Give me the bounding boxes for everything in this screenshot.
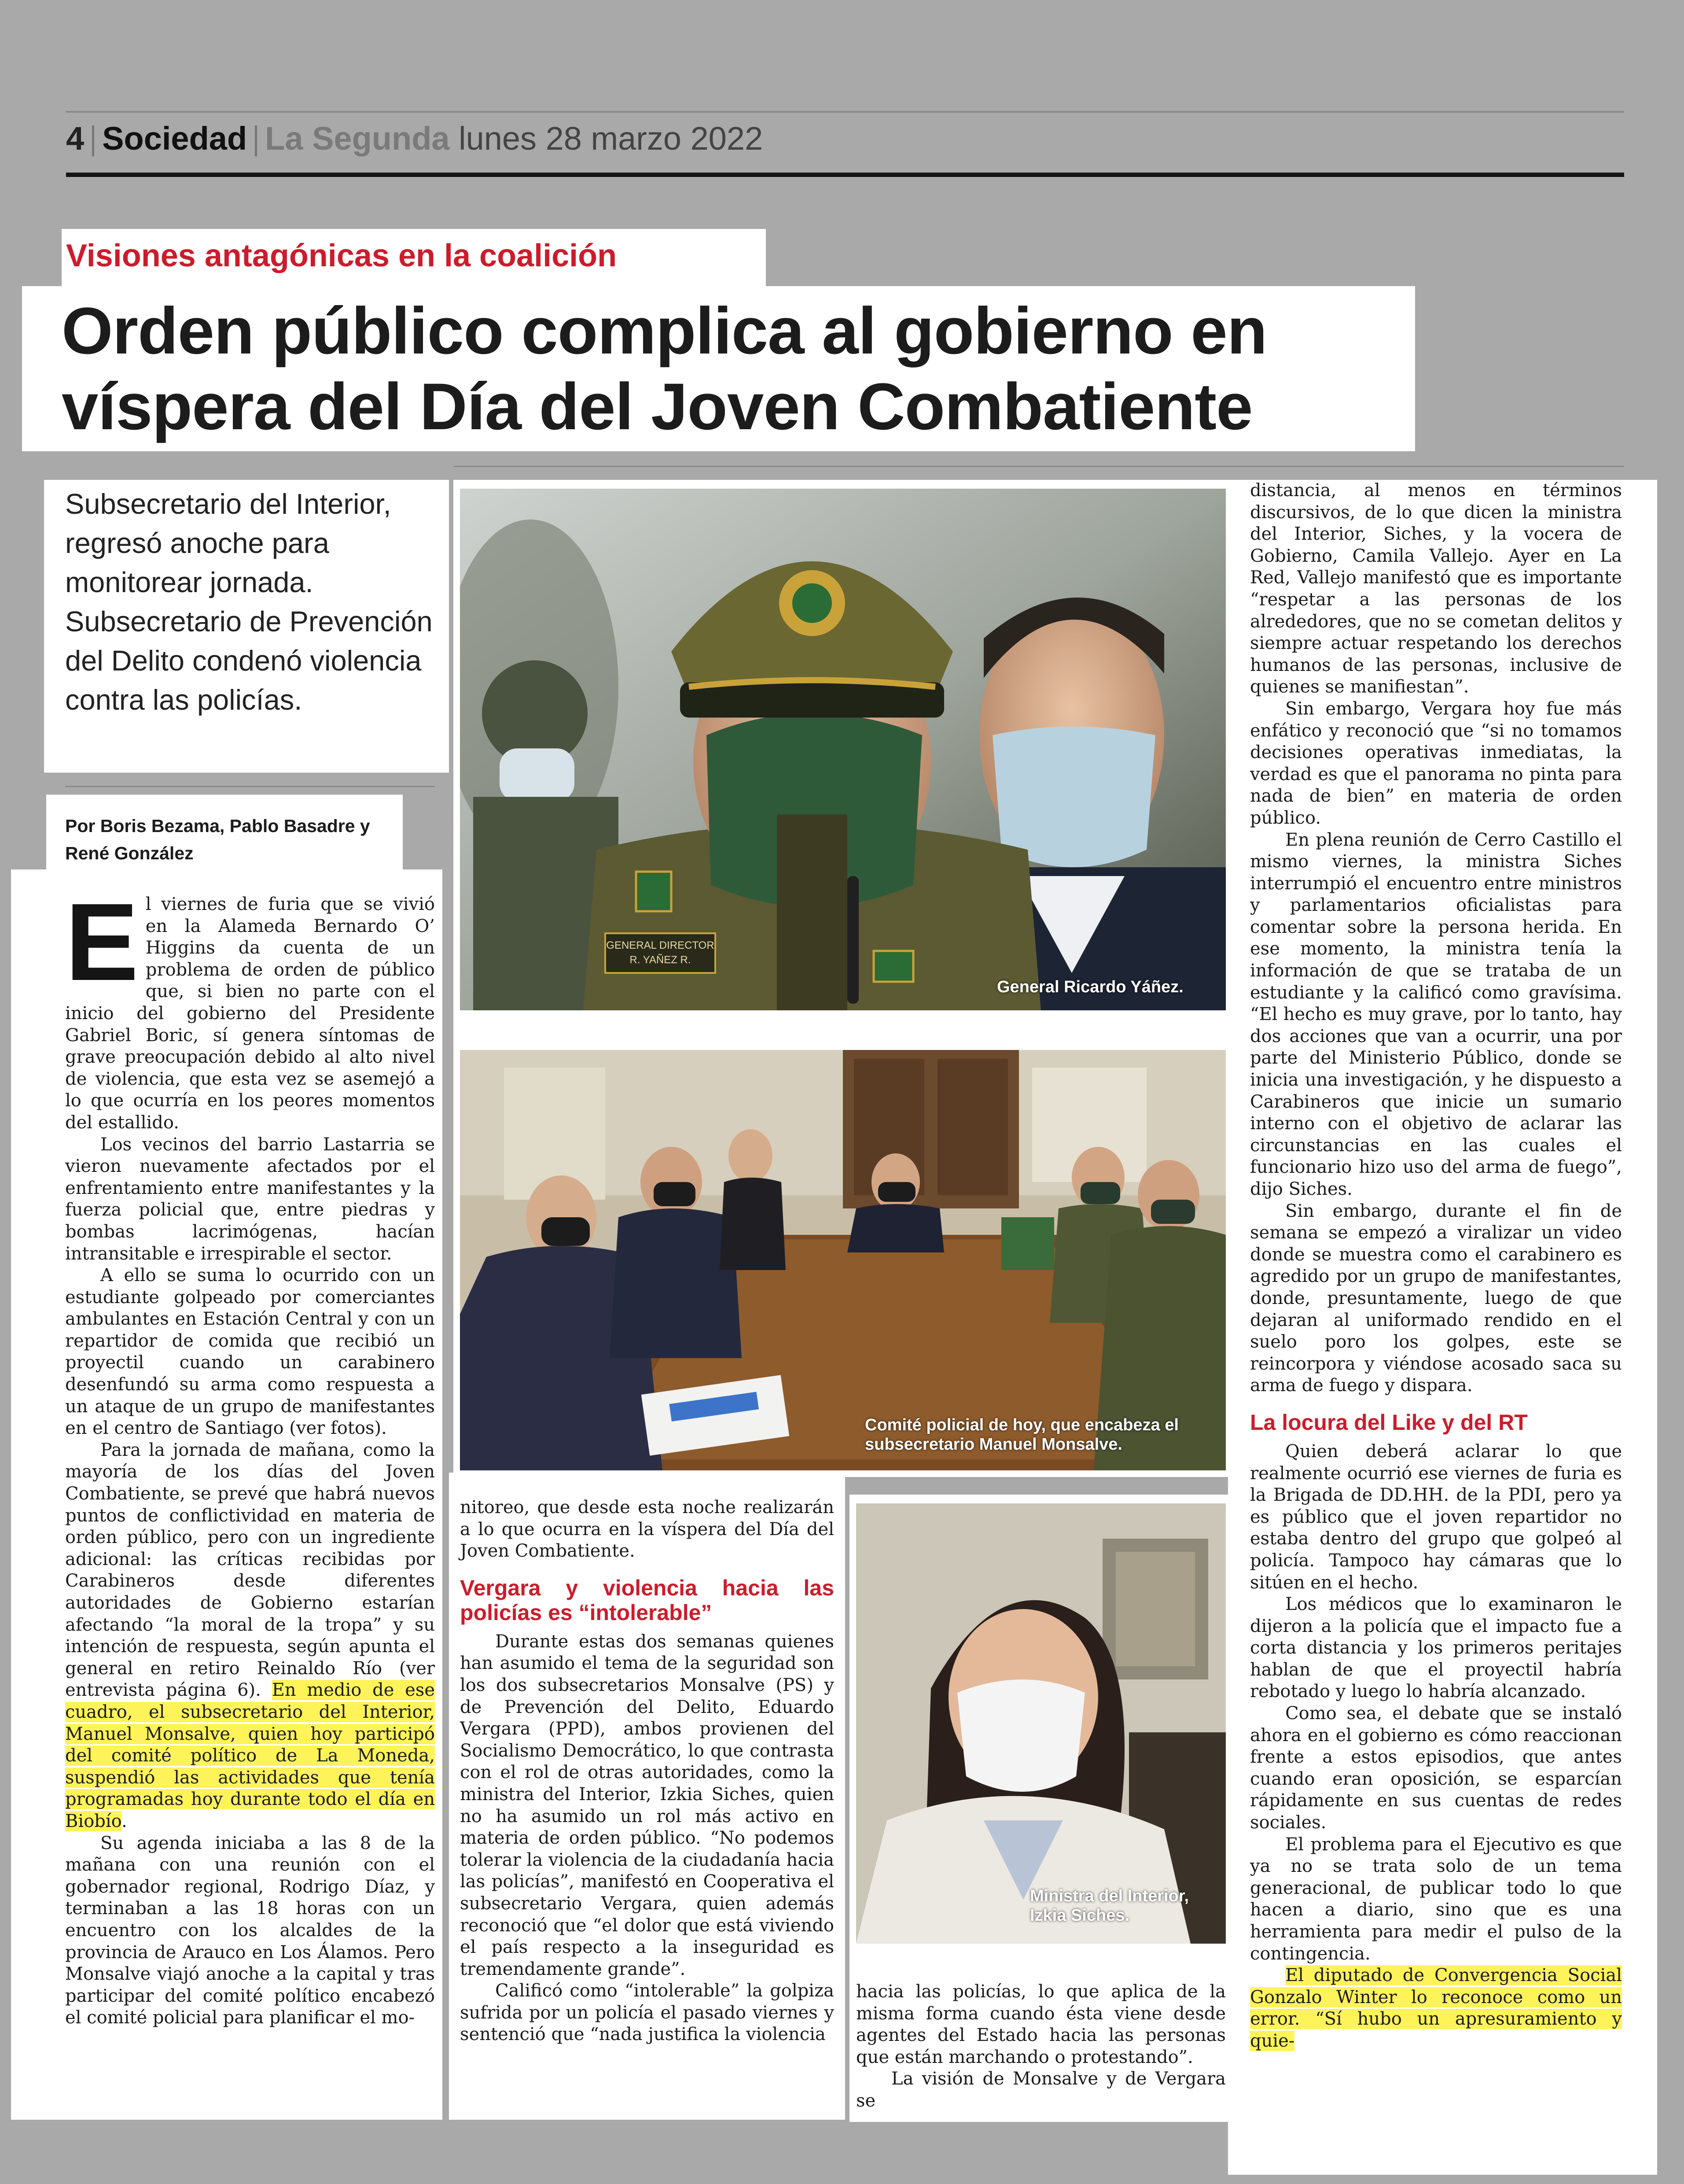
paragraph bbox=[1250, 1965, 1622, 2052]
photo-3-caption-line-1: Ministra del Interior, bbox=[1030, 1887, 1189, 1905]
byline-line-2: René González bbox=[65, 843, 194, 863]
paragraph: Calificó como “intolerable” la golpiza sufrida por un policía el pasado viernes y sentenció que “nada justifica la violencia bbox=[460, 1981, 834, 2045]
article-column-4 bbox=[1250, 480, 1622, 2052]
photo-2-caption bbox=[865, 1415, 1217, 1454]
paragraph: Durante estas dos semanas quienes han asumido el tema de la seguridad son los dos subsecretarios Monsalve (PS) y de Prevención del Delito, Eduardo Vergara (PPD), ambos provienen del Socialismo Democrático, lo que contrasta con el rol de otras autoridades, como la ministra del Interior, Izkia Siches, quien no ha asumido un rol más activo en materia de orden público. “No podemos tolerar la violencia de la ciudadanía hacia las policías”, manifestó en Cooperativa el subsecretario Vergara, quien además reconoció que “el dolor que está viviendo el país respecto a la inseguridad es tremendamente grande”. bbox=[460, 1631, 834, 1979]
deck-bottom-rule bbox=[65, 786, 435, 787]
drop-cap: E bbox=[65, 880, 139, 1003]
paragraph: Su agenda iniciaba a las 8 de la mañana con una reunión con el gobernador regional, Rodrigo Díaz, y terminaban a las 18 horas con un encuentro con los alcaldes de la provincia de Arauco en Los Álamos. Pero Monsalve viajó anoche a la capital y tras participar del comité político encabezó el comité policial para planificar el mo- bbox=[65, 1833, 435, 2028]
byline bbox=[65, 812, 400, 867]
section-name: Sociedad bbox=[102, 120, 247, 157]
paragraph: Los médicos que lo examinaron le dijeron a la policía que el impacto fue a corta distancia y los primeros peritajes hablan de que el proyectil habría rebotado y luego lo habría alcanzado. bbox=[1250, 1594, 1622, 1702]
article-column-2 bbox=[460, 1497, 834, 2046]
paragraph: En plena reunión de Cerro Castillo el mismo viernes, la ministra Siches interrumpió el encuentro entre ministros y parlamentarios oficialistas para comentar sobre la persona herida. En ese momento, la ministra tenía la información de que se trataba de un estudiante y la calificó como gravísima. “El hecho es muy grave, por lo tanto, hay dos acciones que van a ocurrir, una por parte del Ministerio Público, donde se inicia una investigación, y he dispuesto a Carabineros que inicie un sumario interno con el objetivo de aclarar las circunstancias en las cuales el funcionario hizo uso del arma de fuego”, dijo Siches. bbox=[1250, 829, 1622, 1199]
paragraph-text: l viernes de furia que se vivió en la Alameda Bernardo O’ Higgins da cuenta de un problema de orden de público que, si bien no parte con el inicio del gobierno del Presidente Gabriel Boric, sí genera síntomas de grave preocupación debido al alto nivel de violencia, que esta vez se asemejó a lo que ocurría en los peores momentos del estallido. bbox=[65, 894, 435, 1133]
photo-1-caption: General Ricardo Yáñez. bbox=[997, 978, 1184, 996]
byline-line-1: Por Boris Bezama, Pablo Basadre y bbox=[65, 816, 370, 836]
paragraph: A ello se suma lo ocurrido con un estudiante golpeado por comerciantes ambulantes en Estación Central y con un repartidor de comida que recibió un proyectil cuando un carabinero desenfundó su arma como respuesta a un ataque de un grupo de manifestantes en el centro de Santiago (ver fotos). bbox=[65, 1265, 435, 1439]
photo-2-caption-line-1: Comité policial de hoy, que encabeza el bbox=[865, 1416, 1179, 1434]
photo-izkia-siches-image bbox=[856, 1503, 1226, 1944]
insignia-name: R. YAÑEZ R. bbox=[629, 954, 691, 966]
deck: Subsecretario del Interior, regresó anoche para monitorear jornada. Subsecretario de Prevención del Delito condenó violencia contra las policías. bbox=[65, 488, 433, 716]
page-number: 4 bbox=[66, 120, 85, 157]
paragraph: hacia las policías, lo que aplica de la misma forma cuando ésta viene desde agentes del Estado hacia las personas que están marchando o protestando”. bbox=[856, 1981, 1226, 2067]
paragraph bbox=[65, 1440, 435, 1833]
paragraph: Sin embargo, Vergara hoy fue más enfático y reconoció que “si no tomamos decisiones operativas inmediatas, la verdad es que el panorama no pinta para nada de bien” en materia de orden público. bbox=[1250, 698, 1622, 828]
paragraph: El problema para el Ejecutivo es que ya no se trata solo de un tema generacional, de publicar todo lo que hacen a diario, sino que es una herramienta para medir el pulso de la contingencia. bbox=[1250, 1834, 1622, 1964]
kicker: Visiones antagónicas en la coalición bbox=[66, 238, 617, 273]
subhead-locura: La locura del Like y del RT bbox=[1250, 1410, 1528, 1435]
paragraph: La visión de Monsalve y de Vergara se bbox=[856, 2069, 1226, 2111]
paragraph: Como sea, el debate que se instaló ahora en el gobierno es cómo reaccionan frente a estos episodios, que antes cuando eran oposición, se esparcían rápidamente en sus cuentas de redes sociales. bbox=[1250, 1703, 1622, 1833]
paragraph bbox=[65, 880, 435, 1134]
page-folio bbox=[66, 112, 1624, 165]
paragraph-text: Para la jornada de mañana, como la mayoría de los días del Joven Combatiente, se prevé que habrá nuevos puntos de conflictividad en materia de orden público, pero con un ingrediente adicional: las críticas recibidas por Carabineros desde diferentes autoridades de Gobierno estarían afectando “la moral de la tropa” y su intención de respuesta, según apunta el general en retiro Reinaldo Río (ver entrevista página 6). bbox=[65, 1440, 435, 1701]
photo-2-caption-line-2: subsecretario Manuel Monsalve. bbox=[865, 1435, 1122, 1454]
insignia-title: GENERAL DIRECTOR bbox=[606, 939, 714, 951]
issue-date: lunes 28 marzo 2022 bbox=[459, 120, 763, 157]
paragraph: Quien deberá aclarar lo que realmente ocurrió ese viernes de furia es la Brigada de DD.HH. de la PDI, pero ya es público que el joven repartidor no estaba dentro del grupo que golpeó al policía. Tampoco hay cámaras que lo sitúen en el hecho. bbox=[1250, 1441, 1622, 1593]
paragraph: Sin embargo, durante el fin de semana se empezó a viralizar un video donde se muestra como el carabinero es agredido por un grupo de manifestantes, donde, presuntamente, luego de que dejaran al uniformado rendido en el suelo poro los golpes, este se reincorpora y viéndose acosado saca su arma de fuego y dispara. bbox=[1250, 1201, 1622, 1396]
photo-3-caption bbox=[1030, 1886, 1224, 1925]
highlighted-text: En medio de ese cuadro, el subsecretario del Interior, Manuel Monsalve, quien hoy participó del comité político de La Moneda, suspendió las actividades que tenía programadas hoy durante todo el día en Biobío bbox=[65, 1680, 435, 1831]
headline-bottom-rule bbox=[453, 466, 1624, 467]
headline-line-2: víspera del Día del Joven Combatiente bbox=[62, 369, 1253, 443]
paragraph: Los vecinos del barrio Lastarria se vieron nuevamente afectados por el enfrentamiento entre manifestantes y la fuerza policial que, entre piedras y bombas lacrimógenas, hacían intransitable e irrespirable el sector. bbox=[65, 1134, 435, 1264]
photo-general-yanez-image bbox=[460, 489, 1226, 1010]
folio-divider bbox=[255, 125, 257, 156]
photo-general-yanez bbox=[460, 489, 1226, 1010]
article-column-1 bbox=[65, 880, 435, 2029]
folio-divider bbox=[92, 125, 94, 156]
highlighted-text: El diputado de Convergencia Social Gonzalo Winter lo reconoce como un error. “Sí hubo un apresuramiento y quie- bbox=[1250, 1965, 1622, 2051]
folio-thick-rule bbox=[66, 173, 1624, 177]
photo-izkia-siches bbox=[856, 1503, 1226, 1944]
photo-police-committee-image bbox=[460, 1050, 1226, 1470]
paragraph: nitoreo, que desde esta noche realizarán a lo que ocurra en la víspera del Día del Joven Combatiente. bbox=[460, 1497, 834, 1562]
article-column-3 bbox=[856, 1981, 1226, 2112]
photo-3-caption-line-2: Izkia Siches. bbox=[1030, 1906, 1130, 1925]
photo-police-committee bbox=[460, 1050, 1226, 1470]
publication-name: La Segunda bbox=[265, 120, 450, 157]
paragraph-text: . bbox=[121, 1811, 127, 1831]
subhead-vergara: Vergara y violencia hacia las policías es “intolerable” bbox=[460, 1575, 834, 1625]
paragraph: distancia, al menos en términos discursivos, de lo que dicen la ministra del Interior, Siches, y la vocera de Gobierno, Camila Vallejo. Ayer en La Red, Vallejo manifestó que es importante “respetar a las personas de los alrededores, que no se cometan delitos y siempre actuar respetando los derechos humanos de las personas, inclusive de quienes se manifiestan”. bbox=[1250, 480, 1622, 697]
headline-line-1: Orden público complica al gobierno en bbox=[62, 294, 1267, 368]
headline bbox=[62, 293, 1408, 444]
